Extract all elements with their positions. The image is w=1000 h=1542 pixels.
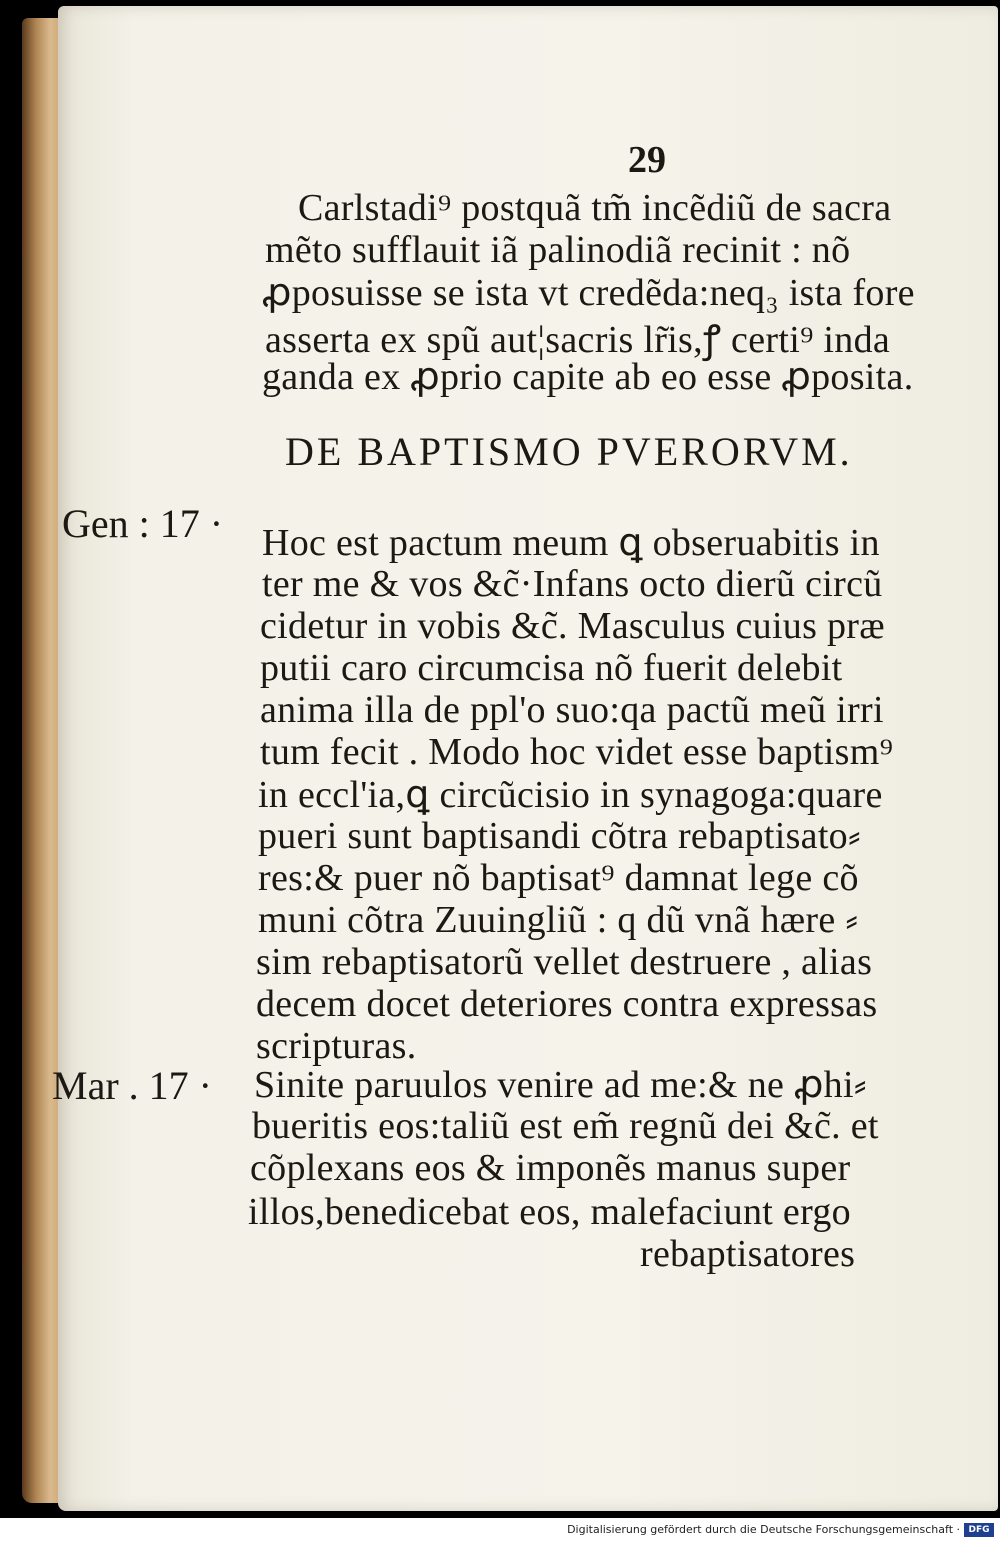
text-line: Sinite paruulos venire ad me:& ne ꝓhi⸗ [254,1064,867,1106]
book-spine [22,18,62,1503]
dfg-logo: DFG [964,1523,994,1537]
text-line: cidetur in vobis &c̃. Masculus cuius præ [260,605,885,647]
text-line: scripturas. [256,1025,417,1067]
text-line: decem docet deteriores contra expressas [256,983,878,1025]
margin-note-mark: Mar . 17 · [52,1063,212,1108]
text-line: Carlstadi⁹ postquã tm̃ incẽdiũ de sacra [298,187,892,229]
text-line: in eccl'ia,ꝗ circũcisio in synagoga:quare [258,774,883,816]
funding-notice: Digitalisierung gefördert durch die Deutsche Forschungsgemeinschaft · [567,1523,960,1536]
text-line: pueri sunt baptisandi cõtra rebaptisato⸗ [258,815,861,857]
text-line: Hoc est pactum meum ꝗ obseruabitis in [262,522,880,564]
text-line: anima illa de ppl'o suo:qa pactũ meũ irri [260,689,884,731]
text-line: tum fecit . Modo hoc videt esse baptism⁹ [260,731,894,773]
catchword: rebaptisatores [640,1233,856,1275]
page-number: 29 [628,139,666,181]
text-line: res:& puer nõ baptisat⁹ damnat lege cõ [258,857,859,899]
section-heading: DE BAPTISMO PVERORVM. [285,429,853,474]
margin-note-genesis: Gen : 17 · [62,501,224,546]
text-line: muni cõtra Zuuingliũ : q dũ vnã hære ⸗ [258,899,859,941]
text-line: ꝓposuisse se ista vt credẽda:neq₃ ista fore [262,272,915,314]
text-line: putii caro circumcisa nõ fuerit delebit [260,647,843,689]
text-line: sim rebaptisatorũ vellet destruere , alias [256,941,873,983]
text-line: cõplexans eos & imponẽs manus super [250,1147,851,1189]
footer-bar [0,1518,1000,1542]
text-line: illos,benedicebat eos, malefaciunt ergo [248,1191,851,1233]
text-line: ter me & vos &c̃·Infans octo dierũ circũ [262,563,883,605]
text-line: mẽto sufflauit iã palinodiã recinit : nõ [265,229,851,271]
text-line: asserta ex spũ aut¦sacris lr̃is,ꝭ certi⁹ inda [265,319,891,361]
text-line: ganda ex ꝓprio capite ab eo esse ꝓposita. [262,356,914,398]
text-line: bueritis eos:taliũ est em̃ regnũ dei &c̃. et [252,1105,879,1147]
